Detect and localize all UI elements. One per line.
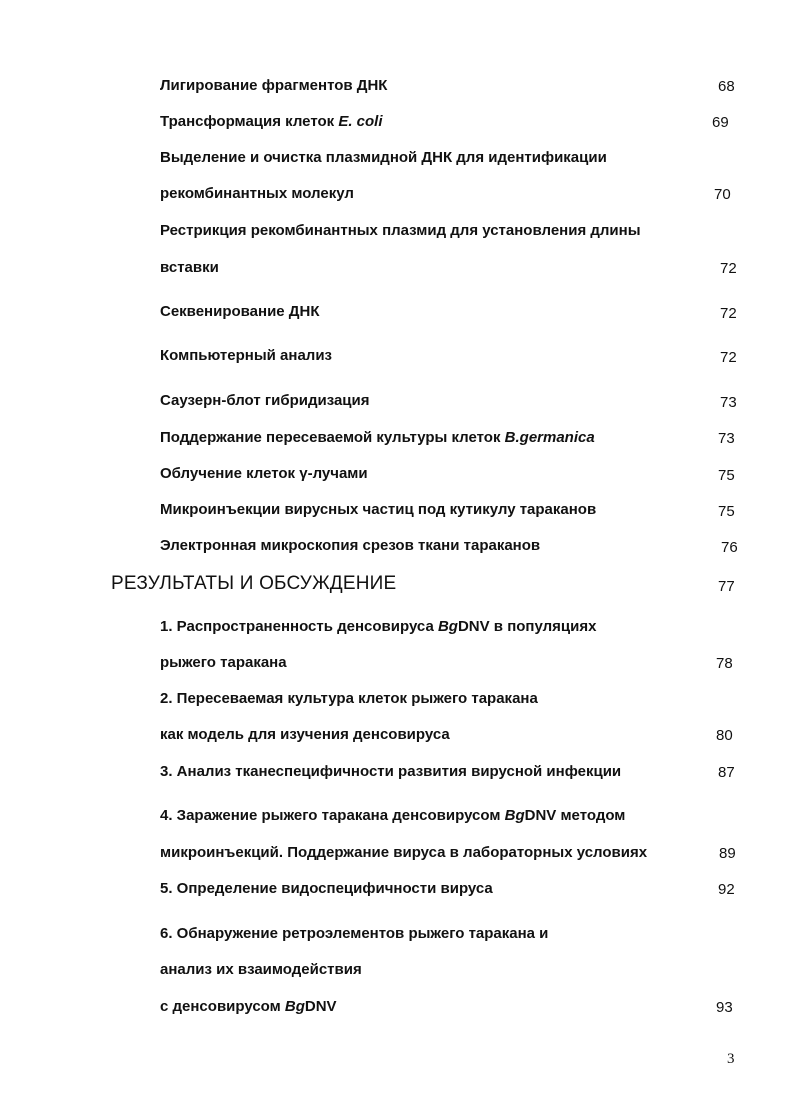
toc-page-number: 73 <box>720 394 737 411</box>
toc-entry-restriction-line1: Рестрикция рекомбинантных плазмид для установления длины <box>160 222 641 239</box>
toc-section-results: РЕЗУЛЬТАТЫ И ОБСУЖДЕНИЕ <box>111 573 397 594</box>
toc-entry-transformation: Трансформация клеток E. coli <box>160 113 383 130</box>
toc-result-6-line3: с денсовирусом BgDNV <box>160 998 337 1015</box>
toc-result-6-line1: 6. Обнаружение ретроэлементов рыжего таракана и <box>160 925 549 942</box>
toc-result-2-line1: 2. Пересеваемая культура клеток рыжего таракана <box>160 690 538 707</box>
toc-page-number: 78 <box>716 655 733 672</box>
toc-result-3: 3. Анализ тканеспецифичности развития вирусной инфекции <box>160 763 622 780</box>
toc-page-number: 80 <box>716 727 733 744</box>
toc-result-2-line2: как модель для изучения денсовируса <box>160 726 450 743</box>
toc-result-4-line1: 4. Заражение рыжего таракана денсовирусом BgDNV методом <box>160 807 626 824</box>
toc-entry-restriction-line2: вставки <box>160 259 219 276</box>
toc-page-number: 75 <box>718 467 735 484</box>
toc-result-1-line2: рыжего таракана <box>160 654 287 671</box>
toc-page-number: 77 <box>718 578 735 595</box>
toc-page-number: 87 <box>718 764 735 781</box>
toc-page-number: 75 <box>718 503 735 520</box>
toc-page-number: 76 <box>721 539 738 556</box>
toc-result-6-line2: анализ их взаимодействия <box>160 961 362 978</box>
toc-page-number: 69 <box>712 114 729 131</box>
toc-page-number: 93 <box>716 999 733 1016</box>
toc-entry-plasmid-isolation-line2: рекомбинантных молекул <box>160 185 354 202</box>
page-number: 3 <box>727 1051 735 1067</box>
toc-page-number: 68 <box>718 78 735 95</box>
toc-entry-ligation: Лигирование фрагментов ДНК <box>160 77 388 94</box>
toc-page-number: 73 <box>718 430 735 447</box>
toc-result-4-line2: микроинъекций. Поддержание вируса в лабораторных условиях <box>160 844 648 861</box>
toc-entry-computer-analysis: Компьютерный анализ <box>160 347 332 364</box>
toc-result-1-line1: 1. Распространенность денсовируса BgDNV в популяциях <box>160 618 597 635</box>
toc-entry-sequencing: Секвенирование ДНК <box>160 303 320 320</box>
toc-entry-gamma-irradiation: Облучение клеток γ-лучами <box>160 465 368 482</box>
toc-entry-southern-blot: Саузерн-блот гибридизация <box>160 392 370 409</box>
toc-page-number: 70 <box>714 186 731 203</box>
toc-page-number: 72 <box>720 305 737 322</box>
toc-entry-cell-culture: Поддержание пересеваемой культуры клеток B.germanica <box>160 429 595 446</box>
toc-result-5: 5. Определение видоспецифичности вируса <box>160 880 493 897</box>
toc-page-number: 92 <box>718 881 735 898</box>
toc-entry-microinjection: Микроинъекции вирусных частиц под кутикулу тараканов <box>160 501 597 518</box>
toc-entry-plasmid-isolation-line1: Выделение и очистка плазмидной ДНК для идентификации <box>160 149 607 166</box>
toc-page-number: 72 <box>720 349 737 366</box>
toc-entry-electron-microscopy: Электронная микроскопия срезов ткани тараканов <box>160 537 541 554</box>
toc-page-number: 72 <box>720 260 737 277</box>
toc-page-number: 89 <box>719 845 736 862</box>
